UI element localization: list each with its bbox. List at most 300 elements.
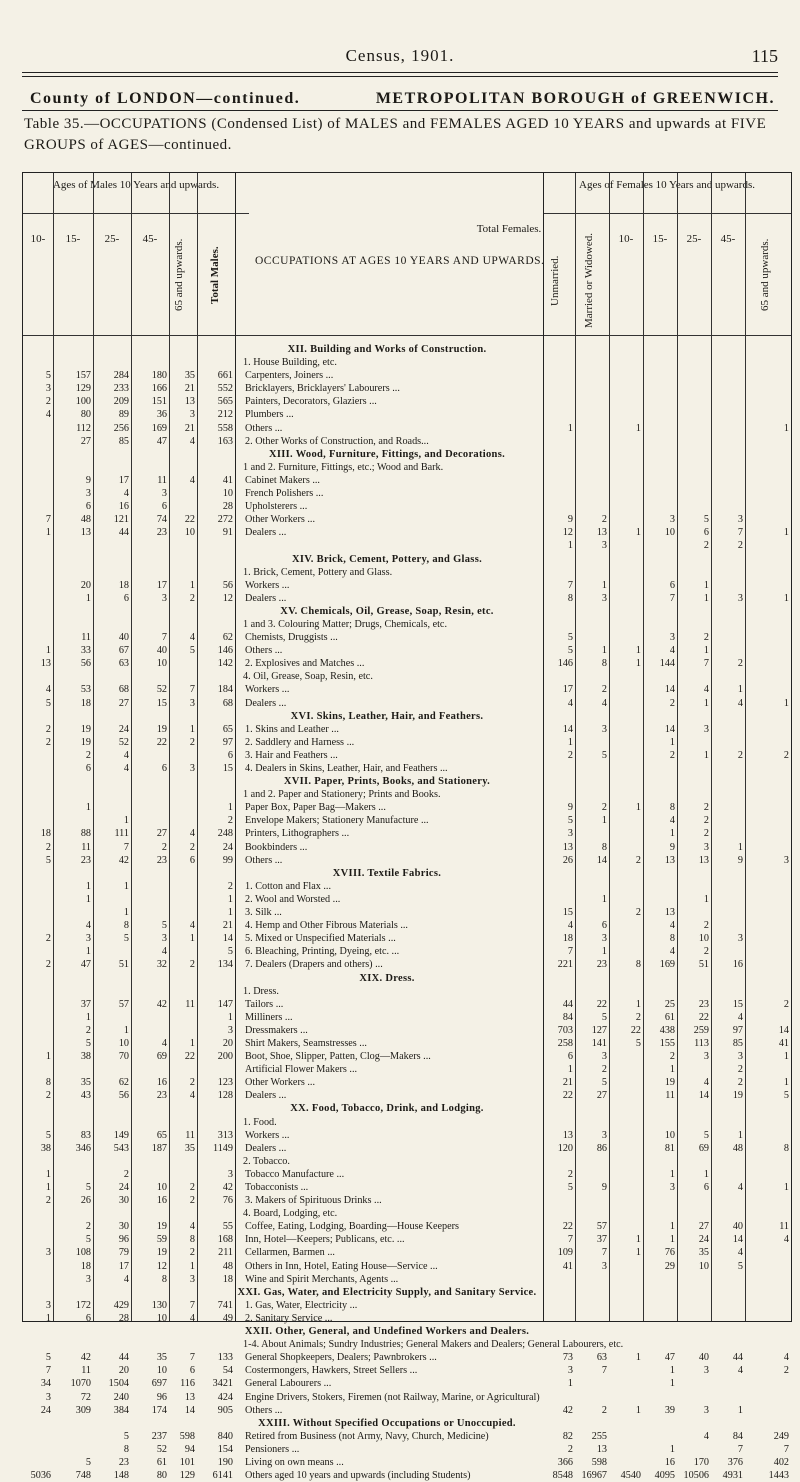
female-cell: 1	[669, 1221, 675, 1233]
female-cell: 1	[601, 946, 607, 958]
female-cell: 5	[567, 632, 573, 644]
female-cell: 3	[669, 632, 675, 644]
male-cell: 1	[227, 1011, 233, 1023]
male-cell: 19	[156, 1247, 167, 1259]
table-row	[23, 1024, 791, 1037]
female-cell: 1	[737, 1404, 743, 1416]
female-cell: 76	[664, 1247, 675, 1259]
male-cell: 2	[45, 933, 51, 945]
section-heading-row	[23, 343, 791, 356]
male-cell: 35	[156, 1352, 167, 1364]
occupation-label: Engine Drivers, Stokers, Firemen (not Railway, Marine, or Agricultural)	[245, 1391, 540, 1403]
male-cell: 1	[227, 907, 233, 919]
female-cell: 1	[601, 645, 607, 657]
male-cell: 4	[189, 1221, 195, 1233]
married-heading: Married or Widowed.	[583, 233, 595, 329]
female-cell: 1	[669, 1234, 675, 1246]
male-cell: 4	[123, 763, 129, 774]
table-row	[23, 1050, 791, 1063]
male-cell: 52	[156, 1443, 167, 1455]
female-cell: 1	[703, 645, 709, 657]
male-cell: 905	[217, 1404, 233, 1416]
female-cell: 1	[703, 697, 709, 709]
female-cell: 8	[669, 802, 675, 814]
male-cell: 83	[80, 1129, 91, 1141]
table-row	[23, 932, 791, 945]
male-cell: 6	[189, 1365, 195, 1377]
female-cell: 8	[669, 933, 675, 945]
female-age-45: 45-	[720, 233, 736, 245]
female-cell: 1	[567, 1064, 573, 1076]
male-cell: 19	[156, 1221, 167, 1233]
male-cell: 1	[189, 579, 195, 591]
subsection-row	[23, 461, 791, 474]
male-cell: 5	[85, 1456, 91, 1468]
female-cell: 26	[562, 854, 573, 866]
female-cell: 1	[783, 592, 789, 604]
male-cell: 51	[118, 959, 129, 971]
occupation-label: XXIII. Without Specified Occupations or Unoccupied.	[258, 1417, 516, 1429]
female-cell: 141	[591, 1037, 607, 1049]
female-cell: 1	[669, 736, 675, 748]
table-row	[23, 474, 791, 487]
female-cell: 17	[562, 684, 573, 696]
occupation-label: 2. Sanitary Service ...	[245, 1312, 333, 1324]
female-cell: 10	[664, 527, 675, 539]
occupation-label: 1 and 2. Paper and Stationery; Prints and Books.	[243, 789, 441, 801]
female-cell: 12	[562, 527, 573, 539]
occupation-label: Workers ...	[245, 684, 290, 696]
male-cell: 22	[184, 1051, 195, 1063]
occupation-label: Painters, Decorators, Glaziers ...	[245, 396, 377, 408]
male-cell: 3	[161, 488, 167, 500]
male-cell: 6	[85, 763, 91, 774]
male-cell: 2	[45, 723, 51, 735]
female-cell: 438	[659, 1024, 675, 1036]
female-cell: 7	[601, 1365, 607, 1377]
female-cell: 1	[703, 749, 709, 761]
male-cell: 18	[80, 697, 91, 709]
male-cell: 24	[222, 841, 233, 853]
occupation-label: Bricklayers, Bricklayers' Labourers ...	[245, 383, 400, 395]
table-row	[23, 1220, 791, 1233]
subsection-row	[23, 1155, 791, 1168]
female-cell: 598	[591, 1456, 607, 1468]
male-cell: 8	[123, 1443, 129, 1455]
female-cell: 48	[732, 1142, 743, 1154]
occupation-label: 5. Mixed or Unspecified Materials ...	[245, 933, 396, 945]
male-cell: 1	[45, 1182, 51, 1193]
table-row	[23, 841, 791, 854]
male-cell: 272	[217, 514, 233, 526]
male-cell: 3	[227, 1168, 233, 1180]
male-cell: 10	[184, 527, 195, 539]
male-cell: 7	[123, 841, 129, 853]
male-cell: 4	[45, 409, 51, 421]
male-cell: 68	[118, 684, 129, 696]
male-cell: 55	[222, 1221, 233, 1233]
female-cell: 35	[698, 1247, 709, 1259]
female-cell: 9	[669, 841, 675, 853]
female-cell: 3	[703, 723, 709, 735]
male-cell: 34	[40, 1378, 51, 1390]
male-cell: 5	[161, 920, 167, 932]
table-row	[23, 1430, 791, 1443]
male-cell: 6	[161, 501, 167, 513]
occupation-label: 2. Tobacco.	[243, 1155, 290, 1167]
female-cell: 15	[562, 907, 573, 919]
female-cell: 16	[732, 959, 743, 971]
female-cell: 2	[737, 749, 743, 761]
female-cell: 7	[783, 1443, 789, 1455]
male-cell: 100	[75, 396, 91, 408]
female-cell: 97	[732, 1024, 743, 1036]
male-cell: 52	[118, 736, 129, 748]
female-cell: 73	[562, 1352, 573, 1364]
female-cell: 255	[591, 1430, 607, 1442]
female-cell: 3	[601, 1129, 607, 1141]
male-cell: 1	[45, 1051, 51, 1063]
male-cell: 3421	[212, 1378, 233, 1390]
male-cell: 91	[222, 527, 233, 539]
male-cell: 16	[156, 1195, 167, 1207]
table-row	[23, 919, 791, 932]
female-cell: 57	[596, 1221, 607, 1233]
female-cell: 2	[783, 998, 789, 1010]
female-cell: 221	[557, 959, 573, 971]
female-cell: 1	[783, 422, 789, 434]
unmarried-heading: Unmarried.	[549, 255, 561, 307]
subsection-row	[23, 356, 791, 369]
male-cell: 41	[222, 474, 233, 486]
female-cell: 9	[567, 514, 573, 526]
female-cell: 23	[698, 998, 709, 1010]
male-cell: 661	[217, 370, 233, 382]
male-cell: 27	[118, 697, 129, 709]
table-row	[23, 1469, 791, 1482]
male-cell: 2	[189, 1247, 195, 1259]
subsection-row	[23, 985, 791, 998]
male-cell: 11	[81, 632, 91, 644]
male-cell: 7	[45, 1365, 51, 1377]
subsection-row	[23, 618, 791, 631]
male-cell: 3	[85, 1273, 91, 1285]
male-cell: 543	[113, 1142, 129, 1154]
female-cell: 25	[664, 998, 675, 1010]
female-cell: 155	[659, 1037, 675, 1049]
female-cell: 3	[703, 1365, 709, 1377]
female-cell: 23	[596, 959, 607, 971]
female-cell: 63	[596, 1352, 607, 1364]
female-age-10: 10-	[618, 233, 634, 245]
male-cell: 20	[118, 1365, 129, 1377]
male-cell: 2	[189, 841, 195, 853]
female-cell: 13	[562, 841, 573, 853]
occupation-label: 1. Gas, Water, Electricity ...	[245, 1299, 358, 1311]
male-cell: 1	[45, 645, 51, 657]
male-cell: 38	[40, 1142, 51, 1154]
table-row	[23, 1129, 791, 1142]
male-cell: 5036	[30, 1470, 51, 1482]
male-cell: 19	[156, 723, 167, 735]
female-cell: 3	[601, 1051, 607, 1063]
occupation-label: Others ...	[245, 645, 283, 657]
male-cell: 8	[189, 1234, 195, 1246]
table-row	[23, 657, 791, 670]
female-cell: 5	[601, 749, 607, 761]
male-cell: 3	[227, 1024, 233, 1036]
male-cell: 56	[118, 1090, 129, 1102]
occupation-label: Tailors ...	[245, 998, 284, 1010]
male-cell: 10	[156, 1312, 167, 1324]
male-cell: 35	[184, 1142, 195, 1154]
male-cell: 1	[227, 893, 233, 905]
female-cell: 3	[703, 841, 709, 853]
male-cell: 129	[75, 383, 91, 395]
table-row	[23, 435, 791, 448]
male-cell: 5	[85, 1037, 91, 1049]
male-age-45: 45-	[142, 233, 158, 245]
male-cell: 2	[189, 959, 195, 971]
female-cell: 1	[783, 1182, 789, 1193]
section-heading-row	[23, 553, 791, 566]
male-cell: 4	[189, 828, 195, 840]
female-cell: 8548	[552, 1470, 573, 1482]
male-cell: 697	[151, 1378, 167, 1390]
occupation-label: XVIII. Textile Fabrics.	[332, 867, 442, 879]
male-cell: 248	[217, 828, 233, 840]
female-cell: 1	[669, 1378, 675, 1390]
female-cell: 258	[557, 1037, 573, 1049]
male-cell: 43	[80, 1090, 91, 1102]
occupation-label: 2. Saddlery and Harness ...	[245, 736, 355, 748]
female-cell: 1	[669, 828, 675, 840]
occupation-label: Pensioners ...	[245, 1443, 300, 1455]
male-cell: 62	[118, 1077, 129, 1089]
table-row	[23, 1351, 791, 1364]
male-cell: 27	[156, 828, 167, 840]
female-cell: 13	[596, 527, 607, 539]
male-cell: 190	[217, 1456, 233, 1468]
female-cell: 81	[664, 1142, 675, 1154]
male-cell: 6	[85, 1312, 91, 1324]
male-age-15: 15-	[65, 233, 81, 245]
male-cell: 1	[45, 1312, 51, 1324]
male-cell: 1	[85, 946, 91, 958]
female-cell: 109	[557, 1247, 573, 1259]
male-cell: 6	[85, 501, 91, 513]
section-heading-row	[23, 1102, 791, 1115]
female-cell: 3	[783, 854, 789, 866]
male-cell: 169	[151, 422, 167, 434]
female-cell: 13	[664, 907, 675, 919]
female-age-15: 15-	[652, 233, 668, 245]
female-cell: 4	[737, 1011, 743, 1023]
male-cell: 30	[118, 1195, 129, 1207]
female-cell: 1	[601, 815, 607, 827]
female-cell: 2	[567, 749, 573, 761]
occupation-label: Dealers ...	[245, 1142, 287, 1154]
table-row	[23, 1076, 791, 1089]
male-cell: 1	[45, 1168, 51, 1180]
male-cell: 1070	[70, 1378, 91, 1390]
male-cell: 57	[118, 998, 129, 1010]
females-heading: Ages of Females 10 Years and upwards.	[579, 179, 755, 191]
female-cell: 4	[737, 1247, 743, 1259]
male-cell: 1504	[108, 1378, 129, 1390]
table-row	[23, 631, 791, 644]
female-cell: 1	[567, 422, 573, 434]
male-cell: 748	[75, 1470, 91, 1482]
male-cell: 1	[85, 1011, 91, 1023]
female-cell: 13	[664, 854, 675, 866]
male-cell: 1	[85, 592, 91, 604]
male-cell: 163	[217, 435, 233, 447]
occupation-label: 3. Hair and Feathers ...	[245, 749, 338, 761]
male-cell: 211	[218, 1247, 233, 1259]
occupation-label: Others aged 10 years and upwards (including Students)	[245, 1470, 471, 1482]
female-cell: 2	[601, 1404, 607, 1416]
male-cell: 17	[118, 474, 129, 486]
male-cell: 200	[217, 1051, 233, 1063]
female-cell: 82	[562, 1430, 573, 1442]
female-cell: 44	[732, 1352, 743, 1364]
female-cell: 1	[635, 802, 641, 814]
male-cell: 3	[189, 1273, 195, 1285]
female-cell: 15	[732, 998, 743, 1010]
male-cell: 129	[179, 1470, 195, 1482]
female-cell: 7	[737, 527, 743, 539]
males-heading: Ages of Males 10 Years and upwards.	[52, 179, 220, 191]
male-cell: 840	[217, 1430, 233, 1442]
female-cell: 37	[596, 1234, 607, 1246]
female-cell: 24	[698, 1234, 709, 1246]
female-cell: 61	[664, 1011, 675, 1023]
male-cell: 54	[222, 1365, 233, 1377]
male-cell: 48	[80, 514, 91, 526]
subsection-row	[23, 1116, 791, 1129]
male-cell: 18	[222, 1273, 233, 1285]
occupation-label: 7. Dealers (Drapers and others) ...	[245, 959, 383, 971]
table-row	[23, 487, 791, 500]
female-cell: 1	[737, 841, 743, 853]
male-cell: 309	[75, 1404, 91, 1416]
male-cell: 4	[189, 435, 195, 447]
occupation-label: Coffee, Eating, Lodging, Boarding—House Keepers	[245, 1221, 459, 1233]
female-cell: 7	[601, 1247, 607, 1259]
male-cell: 346	[75, 1142, 91, 1154]
female-cell: 1	[703, 1168, 709, 1180]
table-row	[23, 526, 791, 539]
female-cell: 51	[698, 959, 709, 971]
male-cell: 1	[85, 893, 91, 905]
female-cell: 1	[635, 1404, 641, 1416]
male-cell: 552	[217, 383, 233, 395]
male-cell: 1	[189, 1037, 195, 1049]
male-cell: 3	[161, 933, 167, 945]
table-row	[23, 382, 791, 395]
male-cell: 11	[185, 998, 195, 1010]
male-cell: 69	[156, 1051, 167, 1063]
male-cell: 233	[113, 383, 129, 395]
table-row	[23, 906, 791, 919]
female-cell: 3	[567, 828, 573, 840]
borough-heading: METROPOLITAN BOROUGH of GREENWICH.	[375, 90, 775, 107]
male-cell: 22	[184, 514, 195, 526]
male-cell: 2	[45, 736, 51, 748]
table-row	[23, 513, 791, 526]
male-age-25: 25-	[104, 233, 120, 245]
female-cell: 27	[596, 1090, 607, 1102]
male-cell: 59	[156, 1234, 167, 1246]
occupation-label: Envelope Makers; Stationery Manufacture ...	[245, 815, 429, 827]
female-cell: 5	[601, 1077, 607, 1089]
male-cell: 2	[85, 1221, 91, 1233]
female-cell: 4	[703, 684, 709, 696]
male-cell: 79	[118, 1247, 129, 1259]
female-cell: 14	[778, 1024, 789, 1036]
female-cell: 7	[703, 658, 709, 670]
female-cell: 5	[567, 645, 573, 657]
occupation-label: Printers, Lithographers ...	[245, 828, 350, 840]
table-row	[23, 683, 791, 696]
table-row	[23, 1168, 791, 1181]
occupation-label: 2. Other Works of Construction, and Roads...	[245, 435, 429, 447]
male-cell: 1	[123, 815, 129, 827]
female-cell: 1	[669, 1168, 675, 1180]
occupation-label: Bookbinders ...	[245, 841, 308, 853]
female-cell: 3	[601, 592, 607, 604]
male-cell: 558	[217, 422, 233, 434]
female-cell: 40	[698, 1352, 709, 1364]
male-cell: 7	[161, 632, 167, 644]
occupation-label: Plumbers ...	[245, 409, 294, 421]
female-cell: 2	[669, 1051, 675, 1063]
occupation-label: Others in Inn, Hotel, Eating House—Service ...	[245, 1260, 438, 1272]
male-cell: 9	[85, 474, 91, 486]
page-number: 115	[751, 46, 778, 66]
female-cell: 1	[635, 645, 641, 657]
occupation-label: 1. Food.	[243, 1116, 277, 1128]
section-heading-row	[23, 1417, 791, 1430]
male-cell: 22	[156, 736, 167, 748]
table-row	[23, 1246, 791, 1259]
total-females-heading: Total Females.	[476, 223, 542, 235]
male-cell: 2	[85, 1024, 91, 1036]
male-cell: 168	[217, 1234, 233, 1246]
male-cell: 21	[184, 383, 195, 395]
occupation-label: Others ...	[245, 1404, 283, 1416]
occupation-label: 1. Brick, Cement, Pottery and Glass.	[243, 566, 393, 578]
male-cell: 42	[222, 1182, 233, 1193]
female-cell: 22	[698, 1011, 709, 1023]
female-cell: 169	[659, 959, 675, 971]
male-cell: 17	[118, 1260, 129, 1272]
male-cell: 5	[123, 933, 129, 945]
female-cell: 10	[698, 1260, 709, 1272]
male-cell: 5	[45, 370, 51, 382]
male-cell: 61	[156, 1456, 167, 1468]
male-cell: 6	[161, 763, 167, 774]
female-cell: 4	[783, 1352, 789, 1364]
male-cell: 8	[123, 920, 129, 932]
male-cell: 212	[217, 409, 233, 421]
male-cell: 35	[184, 370, 195, 382]
table-row	[23, 1011, 791, 1024]
female-cell: 1	[567, 736, 573, 748]
female-cell: 1	[635, 1352, 641, 1364]
female-cell: 41	[778, 1037, 789, 1049]
